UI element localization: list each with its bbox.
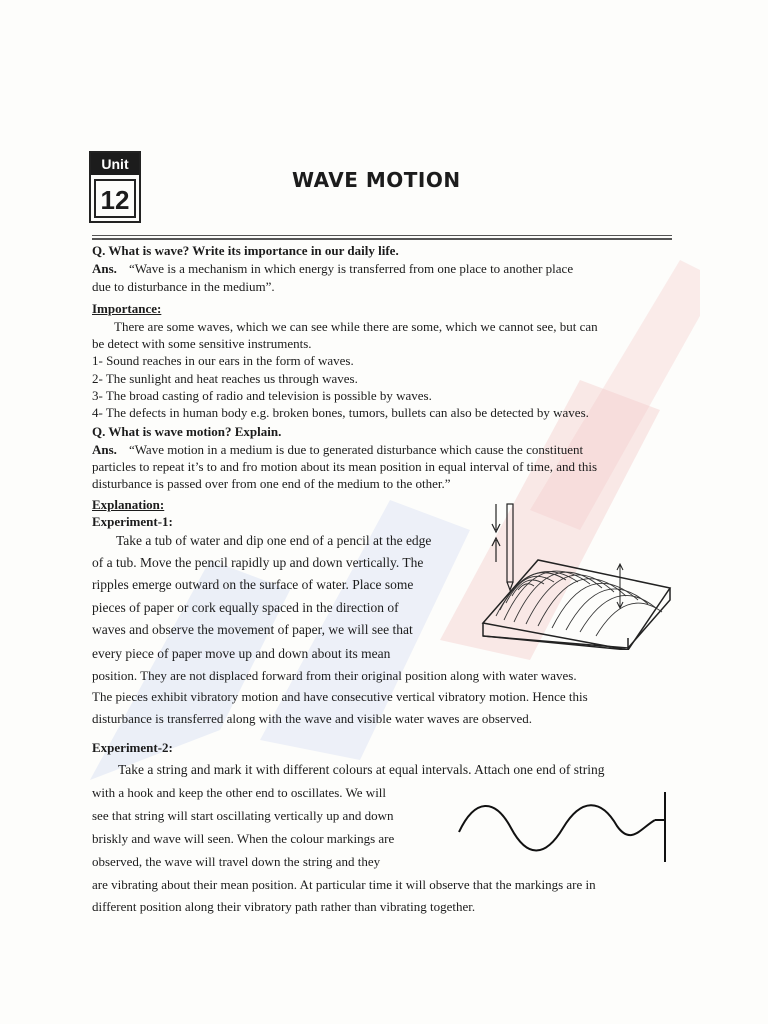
importance-item: 3- The broad casting of radio and television is possible by waves. <box>92 388 432 403</box>
question-1: Q. What is wave? Write its importance in our daily life. <box>92 243 399 258</box>
unit-label: Unit <box>91 153 139 175</box>
experiment-2-line: Take a string and mark it with different colours at equal intervals. Attach one end of string <box>118 762 605 777</box>
experiment-1-line: waves and observe the movement of paper, we will see that <box>92 622 413 637</box>
importance-intro-1: There are some waves, which we can see while there are some, which we cannot see, but can <box>114 319 598 334</box>
experiment-2-line: see that string will start oscillating vertically up and down <box>92 808 394 823</box>
experiment-1-line: Take a tub of water and dip one end of a pencil at the edge <box>116 533 432 548</box>
experiment-1-heading: Experiment-1: <box>92 514 173 529</box>
title-divider-thick <box>92 238 672 240</box>
experiment-1-line: The pieces exhibit vibratory motion and have consecutive vertical vibratory motion. Hence this <box>92 689 588 704</box>
answer-1-line-2: due to disturbance in the medium”. <box>92 279 275 294</box>
experiment-2-line: observed, the wave will travel down the string and they <box>92 854 381 869</box>
experiment-2-line: with a hook and keep the other end to oscillates. We will <box>92 785 387 800</box>
answer-2-line-2: particles to repeat it’s to and fro motion about its mean position in equal interval of time, and this <box>92 459 598 474</box>
experiment-1-line: ripples emerge outward on the surface of water. Place some <box>92 577 414 592</box>
importance-item: 1- Sound reaches in our ears in the form of waves. <box>92 353 354 368</box>
experiment-2-line: briskly and wave will seen. When the colour markings are <box>92 831 395 846</box>
importance-item: 2- The sunlight and heat reaches us through waves. <box>92 371 358 386</box>
string-wave-icon <box>455 788 677 868</box>
answer-2-line-1 <box>92 441 583 458</box>
importance-heading: Importance: <box>92 301 162 316</box>
experiment-1-line: of a tub. Move the pencil rapidly up and down vertically. The <box>92 555 424 570</box>
answer-1-line-1 <box>92 260 573 277</box>
water-tub-ripple-icon <box>478 500 678 650</box>
unit-badge <box>89 151 141 223</box>
importance-item: 4- The defects in human body e.g. broken bones, tumors, bullets can also be detected by waves. <box>92 405 589 420</box>
importance-intro-2: be detect with some sensitive instruments. <box>92 336 312 351</box>
answer-1-label: Ans. <box>92 261 117 276</box>
answer-1-text: “Wave is a mechanism in which energy is transferred from one place to another place <box>128 261 574 276</box>
question-2: Q. What is wave motion? Explain. <box>92 424 282 439</box>
experiment-1-line: position. They are not displaced forward from their original position along with water waves. <box>92 668 577 683</box>
experiment-2-line: are vibrating about their mean position. At particular time it will observe that the markings are in <box>92 877 596 892</box>
answer-2-label: Ans. <box>92 442 117 457</box>
experiment-1-line: pieces of paper or cork equally spaced in the direction of <box>92 600 399 615</box>
experiment-1-line: disturbance is transferred along with the wave and visible water waves are observed. <box>92 711 533 726</box>
experiment-2-line: different position along their vibratory path rather than vibrating together. <box>92 899 476 914</box>
answer-2-text: “Wave motion in a medium is due to generated disturbance which cause the constituent <box>128 442 584 457</box>
page-title: WAVE MOTION <box>292 168 461 192</box>
experiment-1-line: every piece of paper move up and down about its mean <box>92 646 391 661</box>
experiment-2-heading: Experiment-2: <box>92 740 173 755</box>
unit-number: 12 <box>94 179 136 218</box>
title-divider <box>92 235 672 236</box>
explanation-heading: Explanation: <box>92 497 165 512</box>
answer-2-line-3: disturbance is passed over from one end of the medium to the other.” <box>92 476 451 491</box>
